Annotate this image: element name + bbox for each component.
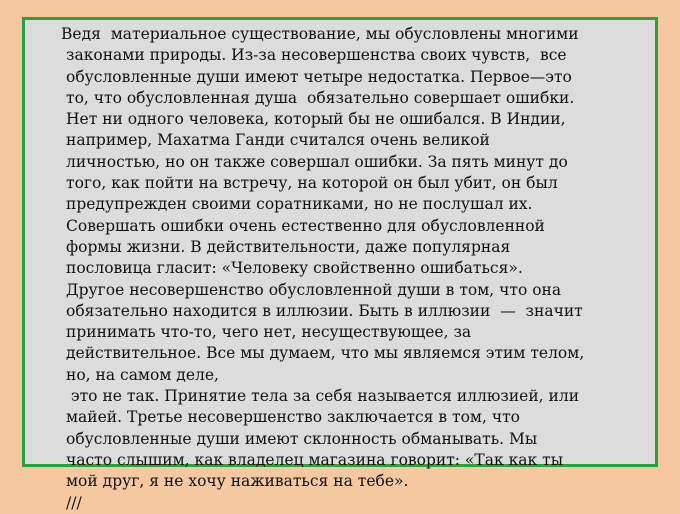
text-line: часто слышим, как владелец магазина говорит: «Так как ты	[66, 450, 564, 469]
text-line: ///	[66, 493, 82, 512]
text-line: того, как пойти на встречу, на которой он был убит, он был	[66, 174, 558, 193]
body-paragraph	[61, 24, 656, 514]
text-line: предупрежден своими соратниками, но не послушал их.	[66, 195, 533, 214]
text-line: действительное. Все мы думаем, что мы являемся этим телом,	[66, 344, 585, 363]
text-line: формы жизни. В действительности, даже популярная	[66, 237, 511, 256]
text-line: Совершать ошибки очень естественно для обусловленной	[66, 216, 545, 235]
text-line: Нет ни одного человека, который бы не ошибался. В Индии,	[66, 110, 566, 129]
text-line: законами природы. Из-за несовершенства своих чувств, все	[66, 46, 567, 65]
text-line: то, что обусловленная душа обязательно совершает ошибки.	[66, 88, 575, 107]
text-line: обусловленные души имеют четыре недостатка. Первое—это	[66, 67, 572, 86]
text-line: но, на самом деле,	[66, 365, 219, 384]
text-line: личностью, но он также совершал ошибки. За пять минут до	[66, 152, 568, 171]
text-line: это не так. Принятие тела за себя называется иллюзией, или	[66, 387, 580, 406]
text-line: Другое несовершенство обусловленной души в том, что она	[66, 280, 562, 299]
text-line: Ведя материальное существование, мы обусловлены многими	[61, 25, 579, 43]
text-line: пословица гласит: «Человеку свойственно ошибаться».	[66, 259, 523, 278]
text-line: обязательно находится в иллюзии. Быть в иллюзии — значит	[66, 301, 583, 320]
text-line: например, Махатма Ганди считался очень великой	[66, 131, 490, 150]
text-line: мой друг, я не хочу наживаться на тебе».	[66, 472, 409, 491]
text-line: майей. Третье несовершенство заключается в том, что	[66, 408, 520, 427]
text-line: обусловленные души имеют склонность обманывать. Мы	[66, 429, 538, 448]
text-line: принимать что-то, чего нет, несуществующее, за	[66, 323, 472, 342]
